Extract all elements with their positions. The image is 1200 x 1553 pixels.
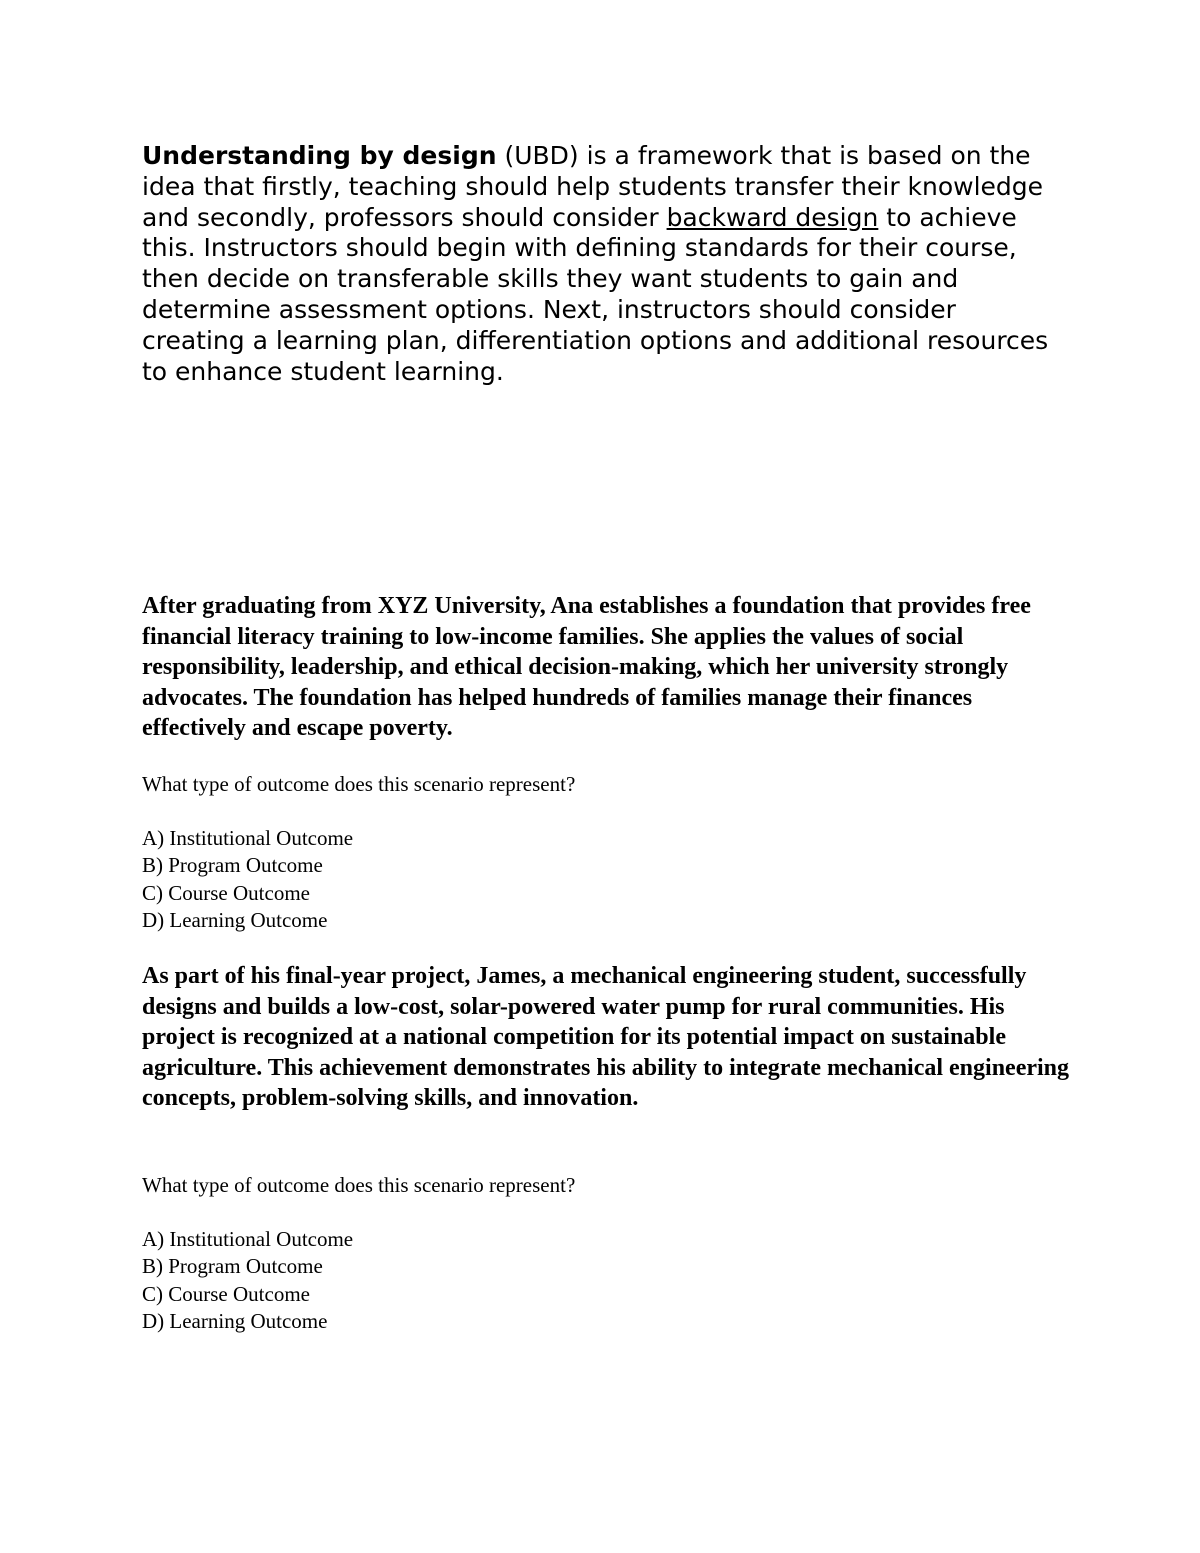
option-a: A) Institutional Outcome: [142, 826, 354, 850]
options-list-1: [142, 825, 742, 934]
option-a: A) Institutional Outcome: [142, 1227, 354, 1251]
option-d: D) Learning Outcome: [142, 907, 328, 932]
intro-term: Understanding by design: [142, 141, 497, 170]
option-c: C) Course Outcome: [142, 880, 310, 905]
scenario-2: As part of his final-year project, James, a mechanical engineering student, successfully designs and builds a low-cost, solar-powered water pump for rural communities. His project is recognized at a national competition for its potential impact on sustainable agriculture. This achievement demonstrates his ability to integrate mechanical engineering concepts, problem-solving skills, and innovation.: [142, 963, 1070, 1111]
option-d: D) Learning Outcome: [142, 1308, 328, 1333]
intro-paragraph: [142, 141, 1062, 387]
intro-text-before: (UBD) is a framework that is based on the idea that firstly, teaching should help students transfer their knowledge and secondly, professors should consider: [142, 141, 1044, 232]
question-prompt-1: What type of outcome does this scenario represent?: [142, 772, 576, 796]
option-b: B) Program Outcome: [142, 853, 323, 878]
scenario-1: After graduating from XYZ University, Ana establishes a foundation that provides free financial literacy training to low-income families. She applies the values of social responsibility, leadership, and ethical decision-making, which her university strongly advocates. The foundation has helped hundreds of families manage their finances effectively and escape poverty.: [142, 593, 1031, 741]
question-prompt-2: What type of outcome does this scenario represent?: [142, 1173, 576, 1197]
option-b: B) Program Outcome: [142, 1254, 323, 1279]
intro-underlined-term: backward design: [666, 202, 879, 232]
option-c: C) Course Outcome: [142, 1281, 310, 1306]
intro-text-after: to achieve this. Instructors should begin with defining standards for their course, then decide on transferable skills they want students to gain and determine assessment options. Next, instructors should consider creating a learning plan, differentiation options and additional resources to enhance student learning.: [142, 202, 1049, 386]
options-list-2: [142, 1226, 742, 1335]
